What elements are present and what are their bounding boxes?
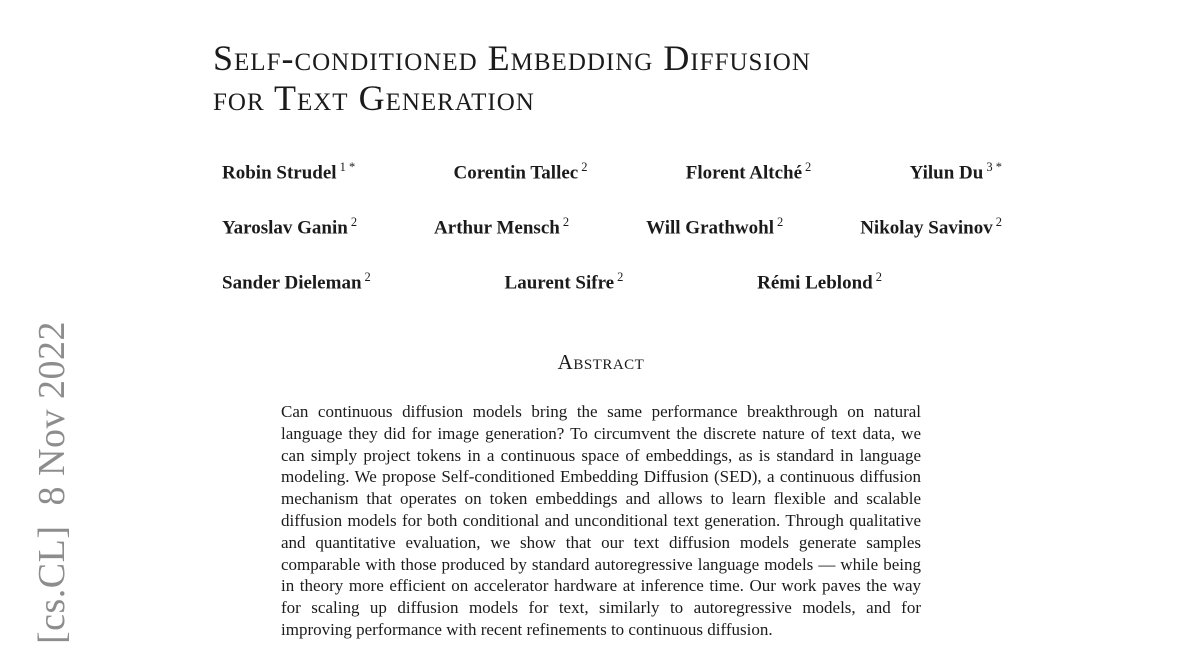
author-row-1	[222, 160, 1002, 184]
author-affiliation-sup: 2	[875, 270, 882, 284]
author-name: Sander Dieleman	[222, 272, 362, 294]
author-affiliation-sup: 1 *	[339, 160, 356, 174]
paper-title-line-1: Self-conditioned Embedding Diffusion	[213, 38, 811, 78]
author-will-grathwohl	[646, 215, 783, 239]
author-name: Robin Strudel	[222, 162, 337, 184]
author-yaroslav-ganin	[222, 215, 357, 239]
author-name: Nikolay Savinov	[860, 217, 993, 239]
author-name: Rémi Leblond	[757, 272, 873, 294]
author-affiliation-sup: 2	[350, 215, 358, 229]
author-robin-strudel	[222, 160, 355, 184]
author-name: Will Grathwohl	[646, 217, 774, 239]
author-affiliation-sup: 2	[364, 270, 371, 284]
author-affiliation-sup: 2	[805, 160, 812, 174]
author-arthur-mensch	[434, 215, 569, 239]
author-name: Yaroslav Ganin	[222, 217, 348, 239]
abstract-text: Can continuous diffusion models bring the same performance breakthrough on natural language they did for image generation? To circumvent the discrete nature of text data, we can simply project tokens in a continuous space of embeddings, as is standard in language modeling. We propose Self-conditioned Embedding Diffusion (SED), a continuous diffusion mechanism that operates on token embeddings and allows to learn flexible and scalable diffusion models for both conditional and unconditional text generation. Through qualitative and quantitative evaluation, we show that our text diffusion models generate samples comparable with those produced by standard autoregressive language models — while being in theory more efficient on accelerator hardware at inference time. Our work paves the way for scaling up diffusion models for text, similarly to autoregressive models, and for improving performance with recent refinements to continuous diffusion.	[281, 402, 921, 639]
author-remi-leblond	[757, 270, 882, 294]
author-sander-dieleman	[222, 270, 371, 294]
author-row-2	[222, 215, 1002, 239]
author-affiliation-sup: 3 *	[986, 160, 1002, 174]
abstract-heading: Abstract	[557, 350, 645, 374]
paper-title	[213, 38, 811, 118]
author-affiliation-sup: 2	[617, 270, 624, 284]
paper-title-line-2: for Text Generation	[213, 78, 535, 118]
author-laurent-sifre	[505, 270, 624, 294]
author-name: Florent Altché	[685, 162, 803, 184]
author-affiliation-sup: 2	[581, 160, 588, 174]
author-corentin-tallec	[453, 160, 587, 184]
author-affiliation-sup: 2	[562, 215, 570, 229]
author-name: Corentin Tallec	[453, 162, 579, 184]
arxiv-watermark: [cs.CL] 8 Nov 2022	[31, 321, 73, 644]
author-affiliation-sup: 2	[776, 215, 784, 229]
author-name: Yilun Du	[909, 162, 984, 184]
author-name: Laurent Sifre	[504, 272, 615, 294]
author-affiliation-sup: 2	[995, 215, 1002, 229]
author-row-3	[222, 270, 882, 294]
author-yilun-du	[910, 160, 1002, 184]
author-nikolay-savinov	[860, 215, 1002, 239]
author-florent-altche	[686, 160, 812, 184]
author-name: Arthur Mensch	[434, 217, 560, 239]
